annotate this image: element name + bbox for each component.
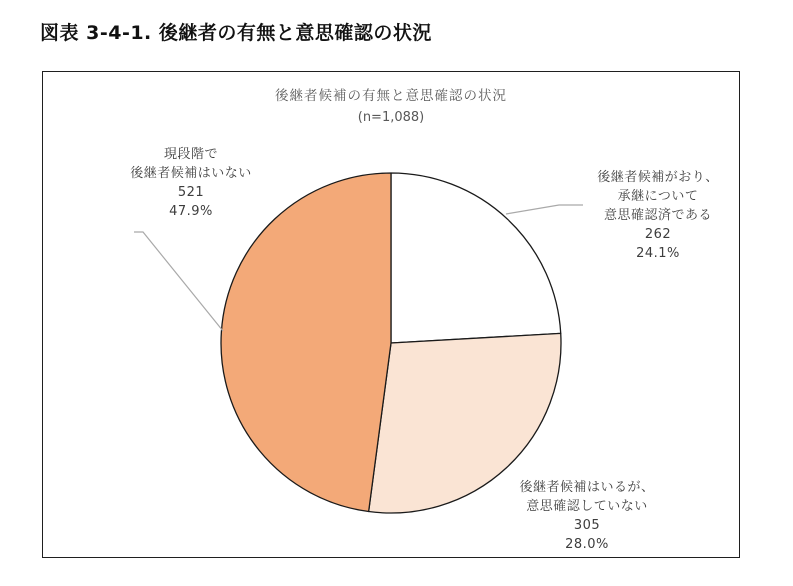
chart-sample-size: (n=1,088) [357, 110, 425, 125]
label-percent: 47.9% [169, 204, 213, 219]
leader-line-confirmed [506, 205, 583, 214]
label-value: 262 [644, 227, 672, 242]
label-not-confirmed [497, 478, 677, 554]
label-text: 承継について [617, 189, 699, 204]
label-text: 後継者候補はいない [130, 166, 252, 181]
label-percent: 28.0% [565, 537, 609, 552]
label-value: 521 [177, 185, 205, 200]
pie-slice [221, 173, 391, 512]
chart-frame [42, 71, 740, 558]
figure-title: 図表 3-4-1. 後継者の有無と意思確認の状況 [40, 22, 432, 44]
chart-title: 後継者候補の有無と意思確認の状況 [275, 88, 507, 104]
label-confirmed [578, 168, 738, 263]
label-text: 意思確認済である [603, 208, 712, 223]
leader-line-no-candidate [134, 232, 223, 331]
pie-slice [391, 173, 561, 343]
label-no-candidate [101, 145, 281, 221]
label-text: 意思確認していない [526, 499, 648, 514]
label-text: 現段階で [163, 147, 218, 162]
pie-slices-group [221, 173, 561, 513]
label-percent: 24.1% [636, 246, 680, 261]
label-text: 後継者候補はいるが、 [519, 480, 655, 495]
label-value: 305 [573, 518, 601, 533]
label-text: 後継者候補がおり、 [597, 170, 719, 185]
